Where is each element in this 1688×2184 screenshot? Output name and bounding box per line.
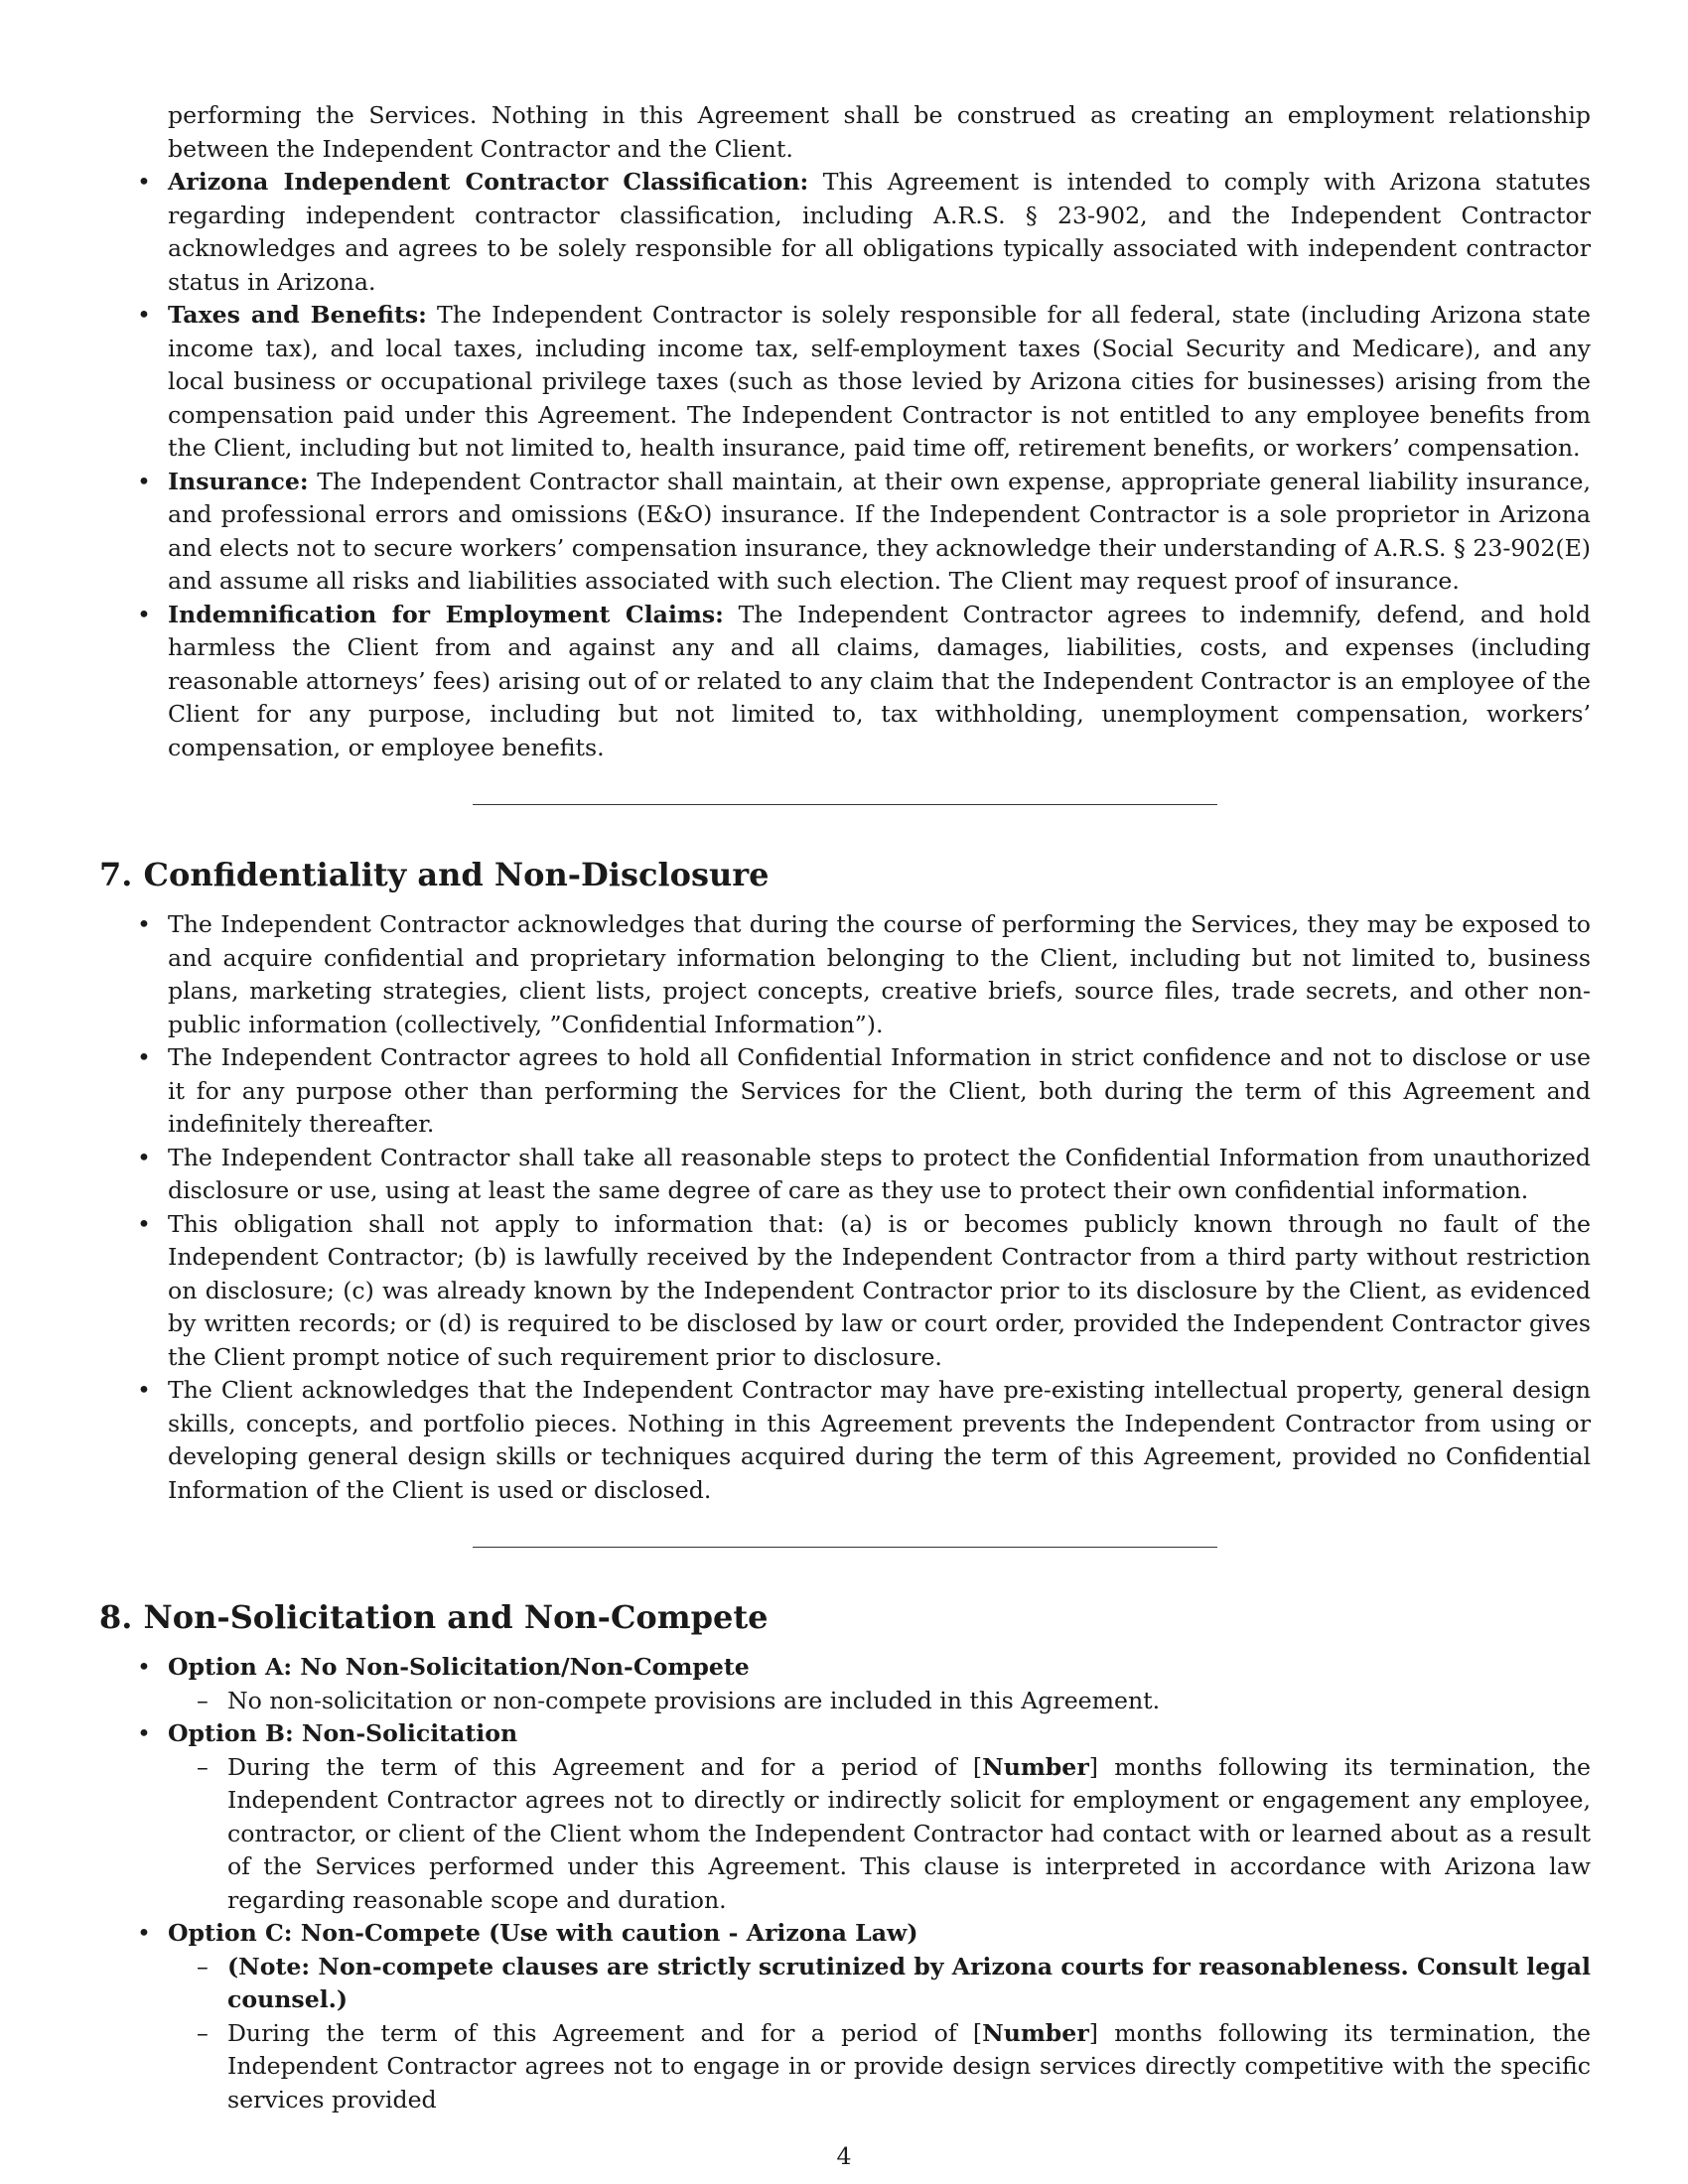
item-text: The Independent Contractor shall take all reasonable steps to protect the Confidential Information from unauthorized disclosure or use, using at least the same degree of care as they use to protect their own confidential information.	[168, 1143, 1591, 1204]
list-item	[99, 908, 1591, 1041]
option-c-item	[99, 1917, 1591, 1951]
option-c-note	[99, 1951, 1591, 2017]
item-label: Indemnification for Employment Claims:	[168, 600, 724, 628]
section-6-list	[99, 99, 1591, 764]
bullet-icon: •	[137, 301, 151, 329]
option-a-label: Option A: No Non-Solicitation/Non-Compete	[168, 1653, 750, 1681]
list-item-taxes-benefits	[99, 299, 1591, 466]
bullet-icon: •	[137, 910, 151, 938]
section-8-heading: 8. Non-Solicitation and Non-Compete	[99, 1598, 769, 1636]
list-item	[99, 1374, 1591, 1507]
dash-icon: –	[197, 1752, 209, 1781]
option-c-subitem	[99, 2017, 1591, 2117]
bullet-icon: •	[137, 1376, 151, 1404]
option-a-subitem	[99, 1685, 1591, 1718]
item-text: This Agreement is intended to comply with Arizona statutes regarding independent contractor classification, including A.R.S. § 23-902, and the Independent Contractor acknowledges and agrees to be solely responsible for all obligations typically associated with independent contractor status in Arizona.	[168, 168, 1591, 296]
option-b-item	[99, 1717, 1591, 1751]
option-c-note-text: (Note: Non-compete clauses are strictly scrutinized by Arizona courts for reasonableness. Consult legal counsel.)	[227, 1952, 1591, 2013]
bullet-icon: •	[137, 1919, 151, 1947]
number-placeholder: Number	[982, 2018, 1089, 2047]
option-b-text-pre: During the term of this Agreement and for a period of [	[227, 1752, 983, 1781]
list-item	[99, 1208, 1591, 1375]
intro-continuation-text: performing the Services. Nothing in this Agreement shall be construed as creating an employment relationship between the Independent Contractor and the Client.	[168, 101, 1591, 163]
list-item-indemnification	[99, 599, 1591, 765]
option-b-subitem	[99, 1751, 1591, 1918]
item-label: Taxes and Benefits:	[168, 301, 427, 329]
item-label: Insurance:	[168, 467, 309, 495]
bullet-icon: •	[137, 1719, 151, 1747]
section-7-heading: 7. Confidentiality and Non-Disclosure	[99, 856, 770, 893]
option-c-text-pre: During the term of this Agreement and for a period of [	[227, 2018, 983, 2047]
bullet-icon: •	[137, 168, 151, 196]
option-c-text-post: ] months following its termination, the Independent Contractor agrees not to engage in or provide design services directly competitive with the specific services provided	[227, 2018, 1591, 2114]
item-text: The Independent Contractor is solely responsible for all federal, state (including Arizona state income tax), and local taxes, including income tax, self-employment taxes (Social Security and Medicare), and any local business or occupational privilege taxes (such as those levied by Arizona cities for businesses) arising from the compensation paid under this Agreement. The Independent Contractor is not entitled to any employee benefits from the Client, including but not limited to, health insurance, paid time off, retirement benefits, or workers’ compensation.	[168, 301, 1591, 462]
item-text: The Client acknowledges that the Independent Contractor may have pre-existing intellectual property, general design skills, concepts, and portfolio pieces. Nothing in this Agreement prevents the Independent Contractor from using or developing general design skills or techniques acquired during the term of this Agreement, provided no Confidential Information of the Client is used or disclosed.	[168, 1376, 1591, 1504]
list-item-az-classification	[99, 166, 1591, 299]
item-label: Arizona Independent Contractor Classification:	[168, 168, 809, 196]
dash-icon: –	[197, 1952, 209, 1980]
list-item-insurance	[99, 466, 1591, 599]
document-page	[99, 99, 1591, 2116]
bullet-icon: •	[137, 1043, 151, 1071]
section-divider	[473, 804, 1217, 805]
option-a-text: No non-solicitation or non-compete provisions are included in this Agreement.	[227, 1686, 1161, 1714]
number-placeholder: Number	[982, 1752, 1089, 1781]
bullet-icon: •	[137, 1209, 151, 1238]
option-b-label: Option B: Non-Solicitation	[168, 1719, 518, 1747]
option-a-item	[99, 1651, 1591, 1685]
item-text: The Independent Contractor agrees to indemnify, defend, and hold harmless the Client from and against any and all claims, damages, liabilities, costs, and expenses (including reasonable attorneys’ fees) arising out of or related to any claim that the Independent Contractor is an employee of the Client for any purpose, including but not limited to, tax withholding, unemployment compensation, workers’ compensation, or employee benefits.	[168, 600, 1591, 761]
section-divider	[473, 1547, 1217, 1548]
item-text: This obligation shall not apply to information that: (a) is or becomes publicly known through no fault of the Independent Contractor; (b) is lawfully received by the Independent Contractor from a third party without restriction on disclosure; (c) was already known by the Independent Contractor prior to its disclosure by the Client, as evidenced by written records; or (d) is required to be disclosed by law or court order, provided the Independent Contractor gives the Client prompt notice of such requirement prior to disclosure.	[168, 1209, 1591, 1371]
dash-icon: –	[197, 2018, 209, 2047]
bullet-icon: •	[137, 1653, 151, 1681]
item-text: The Independent Contractor agrees to hold all Confidential Information in strict confidence and not to disclose or use it for any purpose other than performing the Services for the Client, both during the term of this Agreement and indefinitely thereafter.	[168, 1043, 1591, 1138]
bullet-icon: •	[137, 467, 151, 495]
bullet-icon: •	[137, 600, 151, 628]
section-7-list	[99, 908, 1591, 1507]
option-b-text-post: ] months following its termination, the Independent Contractor agrees not to directly or indirectly solicit for employment or engagement any employee, contractor, or client of the Client whom the Independent Contractor had contact with or learned about as a result of the Services performed under this Agreement. This clause is interpreted in accordance with Arizona law regarding reasonable scope and duration.	[227, 1752, 1591, 1914]
bullet-icon: •	[137, 1143, 151, 1171]
page-number: 4	[836, 2142, 852, 2170]
item-text: The Independent Contractor acknowledges that during the course of performing the Services, they may be exposed to and acquire confidential and proprietary information belonging to the Client, including but not limited to, business plans, marketing strategies, client lists, project concepts, creative briefs, source files, trade secrets, and other non-public information (collectively, ”Confidential Information”).	[168, 910, 1591, 1038]
section-8-list	[99, 1651, 1591, 2116]
list-item	[99, 1142, 1591, 1208]
list-item-continuation	[99, 99, 1591, 166]
option-c-label: Option C: Non-Compete (Use with caution - Arizona Law)	[168, 1919, 918, 1947]
item-text: The Independent Contractor shall maintain, at their own expense, appropriate general liability insurance, and professional errors and omissions (E&O) insurance. If the Independent Contractor is a sole proprietor in Arizona and elects not to secure workers’ compensation insurance, they acknowledge their understanding of A.R.S. § 23-902(E) and assume all risks and liabilities associated with such election. The Client may request proof of insurance.	[168, 467, 1591, 595]
dash-icon: –	[197, 1686, 209, 1714]
list-item	[99, 1041, 1591, 1142]
